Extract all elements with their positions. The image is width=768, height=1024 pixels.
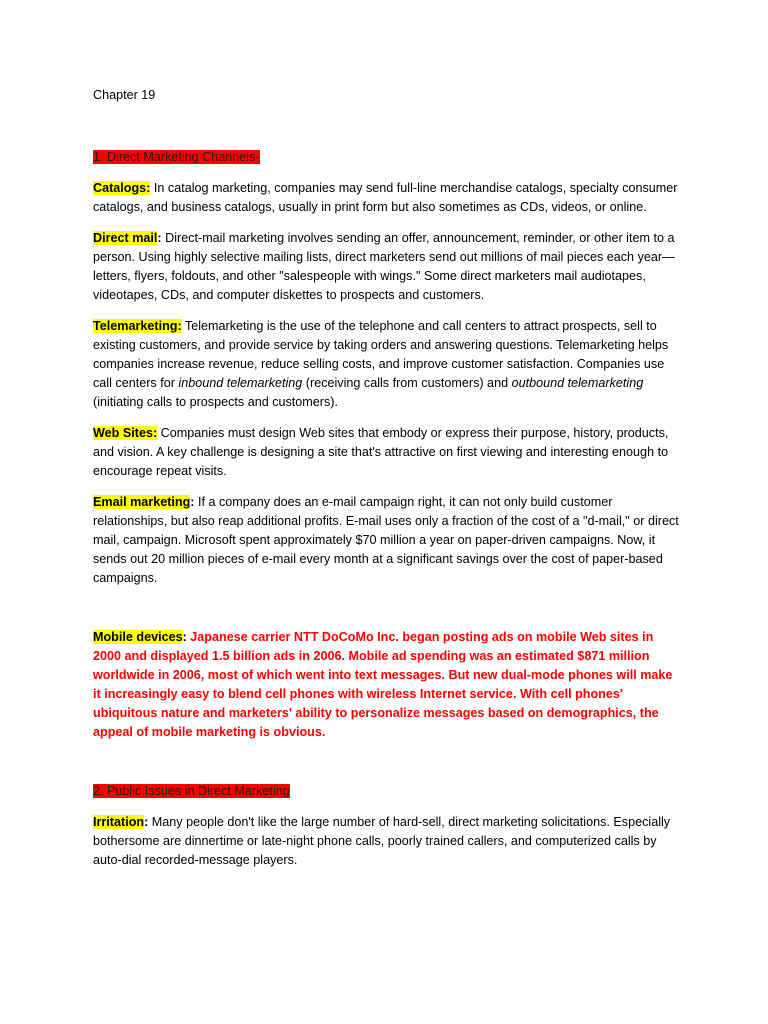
paragraph-text: (initiating calls to prospects and customers).: [93, 395, 338, 409]
section-heading-direct-marketing-channels: [93, 148, 683, 167]
term-direct-mail: Direct mail: [93, 231, 158, 245]
paragraph-text: If a company does an e-mail campaign right, it can not only build customer relationships, but also reap additional profits. E-mail uses only a fraction of the cost of a "d-mail," or direct mail, campaign. Microsoft spent approximately $70 million a year on paper-driven campaigns. Now, it sends out 20 million pieces of e-mail every month at a significant savings over the cost of paper-based campaigns.: [93, 495, 679, 585]
term-colon: :: [144, 815, 149, 829]
term-email-marketing: Email marketing: [93, 495, 191, 509]
term-colon: :: [190, 495, 195, 509]
document-page: [93, 86, 683, 882]
paragraph-web-sites: [93, 424, 683, 481]
paragraph-direct-mail: [93, 229, 683, 305]
paragraph-text: Many people don't like the large number of hard-sell, direct marketing solicitations. Especially bothersome are dinnertime or late-night phone calls, poorly trained callers, and computerized calls by auto-dial recorded-message players.: [93, 815, 671, 867]
term-colon: :: [157, 231, 162, 245]
section-heading-public-issues: [93, 782, 683, 801]
paragraph-text: Direct-mail marketing involves sending an offer, announcement, reminder, or other item to a person. Using highly selective mailing lists, direct marketers send out millions of mail pieces each year—letters, flyers, foldouts, and other "salespeople with wings." Some direct marketers mail audiotapes, videotapes, CDs, and computer diskettes to prospects and customers.: [93, 231, 675, 302]
paragraph-irritation: [93, 813, 683, 870]
italic-inbound-telemarketing: inbound telemarketing: [178, 376, 303, 390]
term-web-sites: Web Sites:: [93, 426, 158, 440]
paragraph-email-marketing: [93, 493, 683, 588]
chapter-title: Chapter 19: [93, 88, 156, 102]
term-mobile-devices: Mobile devices: [93, 630, 183, 644]
section-heading-text: 2. Public Issues in Direct Marketing: [93, 784, 290, 798]
term-irritation: Irritation: [93, 815, 145, 829]
paragraph-telemarketing: [93, 317, 683, 412]
paragraph-text: Companies must design Web sites that embody or express their purpose, history, products, and vision. A key challenge is designing a site that's attractive on first viewing and interesting enough to encourage repeat visits.: [93, 426, 669, 478]
section-heading-text: 1. Direct Marketing Channels-: [93, 150, 260, 164]
paragraph-text: In catalog marketing, companies may send full-line merchandise catalogs, specialty consumer catalogs, and business catalogs, usually in print form but also sometimes as CDs, videos, or online.: [93, 181, 678, 214]
term-telemarketing: Telemarketing:: [93, 319, 182, 333]
italic-outbound-telemarketing: outbound telemarketing: [511, 376, 644, 390]
paragraph-text: Telemarketing is the use of the telephone and call centers to attract prospects, sell to existing customers, and provide service by taking orders and answering questions. Telemarketing helps companies increase revenue, reduce selling costs, and improve customer satisfaction. Companies use call centers for: [93, 319, 669, 390]
paragraph-mobile-devices: [93, 628, 683, 742]
paragraph-text: (receiving calls from customers) and: [302, 376, 512, 390]
term-colon: :: [182, 630, 187, 644]
term-catalogs: Catalogs:: [93, 181, 151, 195]
paragraph-catalogs: [93, 179, 683, 217]
paragraph-text-emphasis: Japanese carrier NTT DoCoMo Inc. began posting ads on mobile Web sites in 2000 and displayed 1.5 billion ads in 2006. Mobile ad spending was an estimated $871 million worldwide in 2006, most of which went into text messages. But new dual-mode phones will make it increasingly easy to blend cell phones with wireless Internet service. With cell phones' ubiquitous nature and marketers' ability to personalize messages based on demographics, the appeal of mobile marketing is obvious.: [93, 630, 673, 739]
